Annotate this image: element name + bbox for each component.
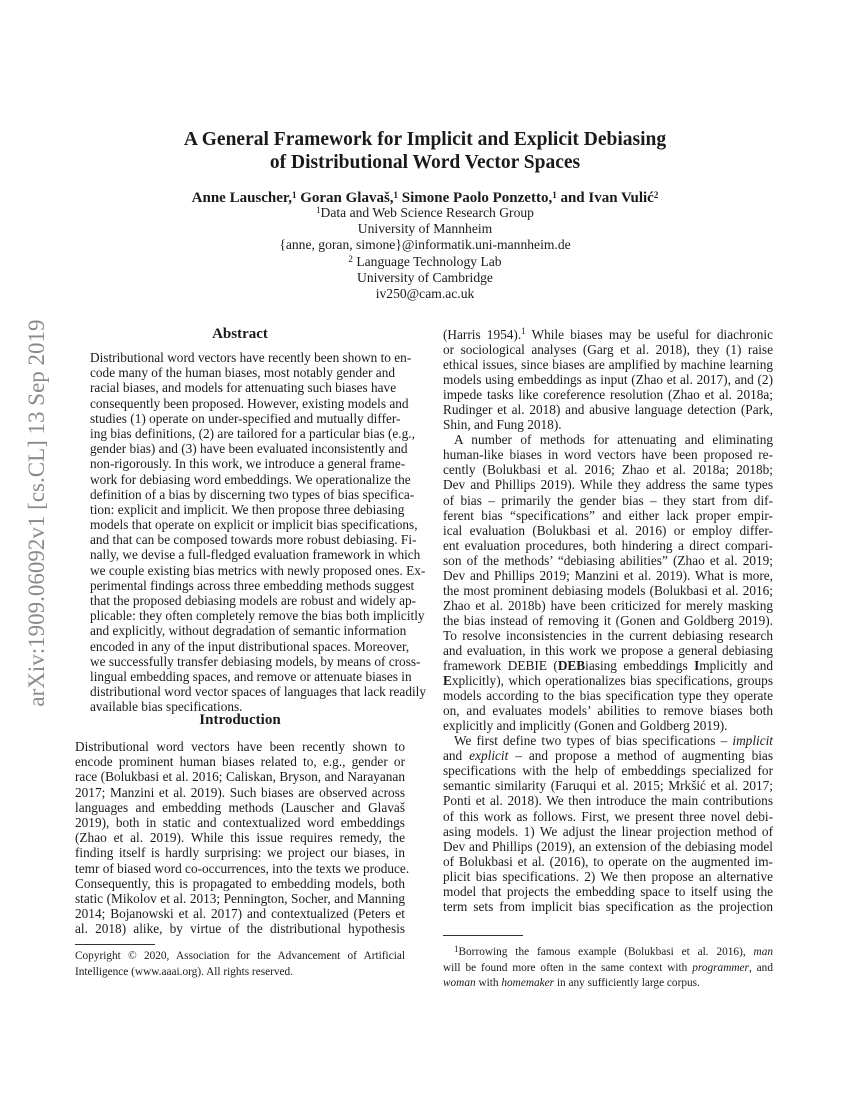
text-line: explicitly and implicitly (Gonen and Goldberg 2019). <box>443 718 728 734</box>
text-line: 2014; Bojanowski et al. 2017) and contextualized (Peters et <box>75 906 405 922</box>
text-run: mplicitly and <box>699 658 773 674</box>
text-line: ent evaluation procedures, both hindering a direct compari- <box>443 537 773 553</box>
email-line: {anne, goran, simone}@informatik.uni-mannheim.de <box>279 237 571 253</box>
affiliation-line: $^2$ Language Technology Lab <box>348 253 502 269</box>
text-run: Borrowing the famous example (Bolukbasi et al. 2016), <box>458 946 754 958</box>
text-line: studies (1) operate on under-specified and mutually differ- <box>90 410 401 426</box>
text-line: cently (Bolukbasi et al. 2016; Zhao et al. 2018a; 2018b; <box>443 462 773 478</box>
text-run: implicit <box>732 733 773 749</box>
title-line: of Distributional Word Vector Spaces <box>269 152 581 173</box>
author: Goran Glavaš,$^1$ <box>300 190 399 206</box>
text-line: Ponti et al. 2018). We then introduce the main contributions <box>443 793 773 809</box>
paper-title <box>0 128 850 174</box>
footnote-marker: 1 <box>454 944 459 954</box>
text-line: models using embeddings as input (Zhao et al. 2017), and (2) <box>443 372 773 388</box>
author: Simone Paolo Ponzetto,$^1$ <box>401 190 557 206</box>
text-line: ethical issues, since biases are amplified by machine learning <box>443 357 773 373</box>
text-line: perimental findings across three embedding methods suggest <box>90 577 415 593</box>
introduction-body <box>75 739 410 937</box>
text-line <box>443 673 773 688</box>
affiliation-line: University of Mannheim <box>357 221 493 237</box>
footnote-marker: 1 <box>521 326 526 336</box>
text-run: homemaker <box>501 977 555 989</box>
text-line: A number of methods for attenuating and eliminating <box>454 432 773 448</box>
text-line: ferent bias “specifications” and either lack proper empir- <box>443 507 773 523</box>
text-line: of Bolukbasi et al. (2016), to operate on the augmented im- <box>443 853 773 869</box>
text-line: consequently been proposed. However, existing models and <box>90 395 409 411</box>
text-line <box>443 327 773 342</box>
text-line: lingual embedding spaces, and remove or attenuate biases in <box>90 668 412 684</box>
text-run: DEB <box>557 658 586 674</box>
email-line: iv250@cam.ac.uk <box>375 286 475 302</box>
text-line: (Zhao et al. 2019). While this issue requires remedy, the <box>75 830 405 846</box>
author: and Ivan Vulić$^2$ <box>560 190 659 206</box>
text-line: asing models. 1) We adjust the linear projection method of <box>443 823 773 839</box>
text-line: al. 2018) alike, by virtue of the distributional hypothesis <box>75 921 405 937</box>
text-line: term sets from implicit bias specification as the projection <box>443 898 773 914</box>
text-line: 2019), both in static and contextualized word embeddings <box>75 814 405 830</box>
text-line: of this work as follows. First, we present three novel debi- <box>443 808 773 824</box>
text-line: racial biases, and models for attenuating such biases have <box>90 380 397 396</box>
text-line: Dev and Phillips (2019), an extension of the debiasing model <box>443 838 773 854</box>
text-line: Dev and Phillips 2019; Manzini et al. 2019). What is more, <box>443 567 773 583</box>
text-line: and explicitly, without degradation of semantic information <box>90 623 407 639</box>
text-run: xplicitly), which operationalizes bias specifications, groups <box>451 673 773 689</box>
text-run: framework DEBIE ( <box>443 658 558 674</box>
text-run: I <box>694 658 700 674</box>
text-line: the most prominent debiasing models (Bolukbasi et al. 2016; <box>443 582 773 598</box>
affiliations <box>0 205 850 302</box>
footnote <box>443 945 773 992</box>
copyright-line: Copyright © 2020, Association for the Advancement of Artificial <box>75 950 405 962</box>
text-line: that the proposed debiasing models are robust and widely ap- <box>90 593 417 608</box>
text-line: non-rigorously. In this work, we introduce a general frame- <box>90 456 406 472</box>
text-line: static (Mikolov et al. 2013; Pennington, Socher, and Manning <box>75 890 405 906</box>
text-line: and that can be composed towards more robust debiasing. Fi- <box>90 532 417 548</box>
text-line: the bias instead of removing it (Gonen and Goldberg 2019). <box>443 612 773 628</box>
footnote-divider <box>75 944 155 945</box>
right-column-body <box>443 327 773 914</box>
text-line: code many of the human biases, most notably gender and <box>90 365 396 381</box>
text-run: We first define two types of bias specifications – <box>454 733 733 749</box>
text-line: ing bias definitions, (2) are tailored for a particular bias (e.g., <box>90 425 415 441</box>
text-line <box>443 733 773 748</box>
text-line <box>443 976 773 992</box>
text-run: iasing embeddings <box>585 658 695 674</box>
text-line: and evaluation, in this work we propose a general debiasing <box>443 642 773 658</box>
text-run: – and propose a method of augmenting bias <box>508 748 773 764</box>
text-line: plicit bias specifications. 2) We then propose an alternative <box>443 868 773 884</box>
text-run: woman <box>443 977 476 989</box>
text-line: available bias specifications. <box>90 699 243 715</box>
text-line <box>443 961 773 977</box>
copyright-notice <box>75 949 405 980</box>
text-run: (Harris 1954). <box>443 327 522 342</box>
text-line: encode prominent human biases related to, e.g., gender or <box>75 754 405 770</box>
text-line: ical evaluation (Bolukbasi et al. 2016) or employ differ- <box>443 522 773 538</box>
text-line <box>443 658 773 673</box>
text-line: son of the methods’ “debiasing abilities” (Zhao et al. 2019; <box>443 552 773 568</box>
text-run: E <box>443 673 452 689</box>
text-line: Distributional word vectors have been recently shown to <box>75 739 405 754</box>
text-line: gender bias) and (3) have been evaluated inconsistently and <box>90 441 408 457</box>
text-line: Distributional word vectors have recently been shown to en- <box>90 350 412 365</box>
text-line: distributional word vector spaces of languages that lack readily <box>90 684 427 700</box>
text-line: Consequently, this is propagated to embedding models, both <box>75 875 405 891</box>
text-line: we couple existing bias metrics with newly proposed ones. Ex- <box>90 562 426 578</box>
text-line: Dev and Phillips 2019). While they address the same types <box>443 477 773 493</box>
text-line: 2017; Manzini et al. 2019). Such biases are observed across <box>75 784 405 800</box>
footnote-divider <box>443 935 523 936</box>
text-line: temr of biased word co-occurrences, into the texts we produce. <box>75 860 410 876</box>
introduction-heading: Introduction <box>199 712 281 728</box>
text-line: finding itself is hardly surprising: we project our biases, in <box>75 845 405 861</box>
text-line: definition of a bias by discerning two types of bias specifica- <box>90 486 415 502</box>
text-line: Zhao et al. 2018b) have been criticized for merely masking <box>443 597 773 613</box>
text-line: on, and evaluates models’ abilities to remove biases both <box>443 703 773 719</box>
author: Anne Lauscher,$^1$ <box>191 190 297 206</box>
copyright-line: Intelligence (www.aaai.org). All rights reserved. <box>75 965 294 978</box>
text-run: explicit <box>469 748 509 764</box>
text-line: nally, we devise a full-fledged evaluation framework in which <box>90 547 421 563</box>
text-line: languages and embedding methods (Lauscher and Glavaš <box>75 799 405 815</box>
text-line: Shin, and Fung 2018). <box>443 417 562 433</box>
text-line: impede tasks like coreference resolution (Zhao et al. 2018a; <box>443 387 773 403</box>
text-line: tion: explicit and implicit. We then propose three debiasing <box>90 501 405 517</box>
arxiv-identifier-stamp: arXiv:1909.06092v1 [cs.CL] 13 Sep 2019 <box>24 319 49 707</box>
text-line: or sociological analyses (Garg et al. 2018), they (1) raise <box>443 342 773 358</box>
text-line: models that operate on explicit or implicit bias specifications, <box>90 517 418 533</box>
title-line: A General Framework for Implicit and Explicit Debiasing <box>183 129 667 150</box>
affiliation-line: $^1$Data and Web Science Research Group <box>316 205 534 220</box>
text-line: encoded in any of the input distributional spaces. Moreover, <box>90 638 410 654</box>
text-run: will be found more often in the same context with <box>443 961 693 974</box>
text-line: Rudinger et al. 2018) and abusive language detection (Park, <box>443 402 773 418</box>
text-line: models according to the bias specification type they operate <box>443 688 773 704</box>
text-line: we successfully transfer debiasing models, by means of cross- <box>90 653 421 669</box>
text-run: , and <box>748 961 773 974</box>
text-line: model that projects the embedding space to itself using the <box>443 883 773 899</box>
abstract-heading: Abstract <box>212 326 268 342</box>
text-line: of bias – primarily the gender bias – they start from dif- <box>443 492 773 508</box>
text-line: plicable: they often completely remove the bias both implicitly <box>90 608 425 624</box>
text-line: work for debiasing word embeddings. We operationalize the <box>90 471 411 487</box>
text-line: specifications with the help of embeddings specialized for <box>443 763 773 779</box>
text-run: While biases may be useful for diachronic <box>525 327 773 342</box>
affiliation-line: University of Cambridge <box>357 269 493 285</box>
text-run: with <box>475 977 502 989</box>
text-line <box>443 748 773 763</box>
text-line: human-like biases in word vectors have been proposed re- <box>443 447 773 463</box>
text-line: race (Bolukbasi et al. 2016; Caliskan, Bryson, and Narayanan <box>75 769 405 785</box>
text-line: To resolve inconsistencies in the current debiasing research <box>443 627 773 643</box>
text-run: in any sufficiently large corpus. <box>554 977 700 989</box>
text-run: programmer <box>692 961 749 974</box>
text-line <box>443 945 773 961</box>
abstract-body <box>90 350 427 715</box>
text-line: semantic similarity (Faruqui et al. 2015; Mrkšić et al. 2017; <box>443 778 773 794</box>
text-run: man <box>753 946 773 958</box>
text-run: and <box>443 748 470 764</box>
